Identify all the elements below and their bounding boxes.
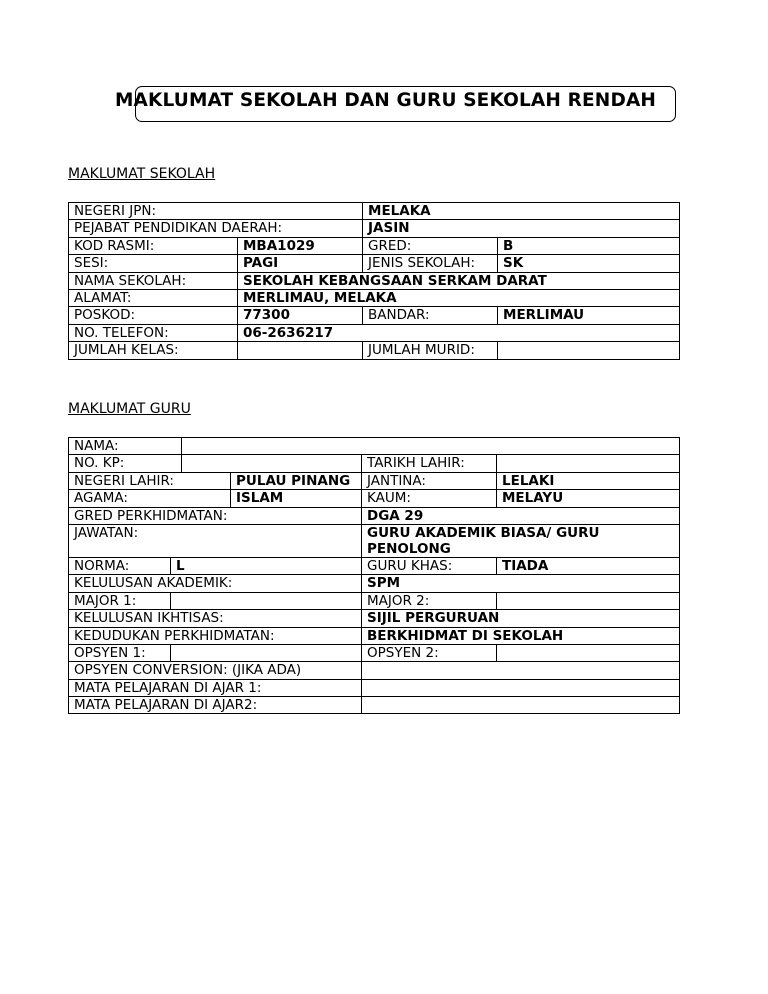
- nama-sekolah-label: NAMA SEKOLAH:: [69, 272, 238, 289]
- kaum-label: KAUM:: [362, 490, 497, 507]
- kelulusan-akademik-value: SPM: [362, 575, 680, 592]
- table-row: [69, 237, 680, 254]
- table-row: [69, 472, 680, 489]
- major-1-value: [171, 592, 362, 609]
- school-section-heading: MAKLUMAT SEKOLAH: [68, 166, 216, 182]
- nama-sekolah-value: SEKOLAH KEBANGSAAN SERKAM DARAT: [238, 272, 680, 289]
- table-row: [69, 592, 680, 609]
- negeri-jpn-value: MELAKA: [363, 203, 680, 220]
- opsyen-2-label: OPSYEN 2:: [362, 644, 497, 661]
- kelulusan-ikhtisas-label: KELULUSAN IKHTISAS:: [69, 610, 362, 627]
- bandar-value: MERLIMAU: [498, 307, 680, 324]
- mata-pelajaran-2-value: [362, 697, 680, 714]
- no-kp-label: NO. KP:: [69, 455, 182, 472]
- major-1-label: MAJOR 1:: [69, 592, 171, 609]
- table-row: [69, 644, 680, 661]
- kedudukan-perkhidmatan-value: BERKHIDMAT DI SEKOLAH: [362, 627, 680, 644]
- opsyen-conversion-value: [362, 662, 680, 679]
- nama-guru-label: NAMA:: [69, 438, 182, 455]
- agama-label: AGAMA:: [69, 490, 231, 507]
- jenis-sekolah-label: JENIS SEKOLAH:: [363, 255, 498, 272]
- tarikh-lahir-value: [497, 455, 680, 472]
- table-row: [69, 255, 680, 272]
- telefon-label: NO. TELEFON:: [69, 324, 238, 341]
- table-row: [69, 455, 680, 472]
- bandar-label: BANDAR:: [363, 307, 498, 324]
- jawatan-value: GURU AKADEMIK BIASA/ GURU PENOLONG: [362, 524, 680, 557]
- table-row: [69, 507, 680, 524]
- negeri-lahir-value: PULAU PINANG: [231, 472, 362, 489]
- jawatan-label: JAWATAN:: [69, 524, 362, 557]
- norma-value: L: [171, 557, 362, 574]
- jantina-label: JANTINA:: [362, 472, 497, 489]
- ppd-value: JASIN: [363, 220, 680, 237]
- table-row: [69, 220, 680, 237]
- norma-label: NORMA:: [69, 557, 171, 574]
- school-info-table: [68, 202, 680, 360]
- table-row: [69, 524, 680, 557]
- table-row: [69, 438, 680, 455]
- gred-perkhidmatan-value: DGA 29: [362, 507, 680, 524]
- alamat-label: ALAMAT:: [69, 289, 238, 306]
- tarikh-lahir-label: TARIKH LAHIR:: [362, 455, 497, 472]
- kod-rasmi-label: KOD RASMI:: [69, 237, 238, 254]
- table-row: [69, 575, 680, 592]
- teacher-info-table: [68, 437, 680, 714]
- table-row: [69, 324, 680, 341]
- opsyen-2-value: [497, 644, 680, 661]
- table-row: [69, 272, 680, 289]
- table-row: [69, 342, 680, 359]
- table-row: [69, 307, 680, 324]
- table-row: [69, 490, 680, 507]
- jenis-sekolah-value: SK: [498, 255, 680, 272]
- jumlah-murid-value: [498, 342, 680, 359]
- table-row: [69, 627, 680, 644]
- ppd-label: PEJABAT PENDIDIKAN DAERAH:: [69, 220, 363, 237]
- mata-pelajaran-1-value: [362, 679, 680, 696]
- table-row: [69, 679, 680, 696]
- jantina-value: LELAKI: [497, 472, 680, 489]
- table-row: [69, 557, 680, 574]
- gred-perkhidmatan-label: GRED PERKHIDMATAN:: [69, 507, 362, 524]
- jumlah-murid-label: JUMLAH MURID:: [363, 342, 498, 359]
- gred-value: B: [498, 237, 680, 254]
- poskod-label: POSKOD:: [69, 307, 238, 324]
- no-kp-value: [182, 455, 362, 472]
- major-2-value: [497, 592, 680, 609]
- table-row: [69, 697, 680, 714]
- jumlah-kelas-value: [238, 342, 363, 359]
- opsyen-1-label: OPSYEN 1:: [69, 644, 171, 661]
- sesi-value: PAGI: [238, 255, 363, 272]
- alamat-value: MERLIMAU, MELAKA: [238, 289, 680, 306]
- negeri-jpn-label: NEGERI JPN:: [69, 203, 363, 220]
- kod-rasmi-value: MBA1029: [238, 237, 363, 254]
- major-2-label: MAJOR 2:: [362, 592, 497, 609]
- agama-value: ISLAM: [231, 490, 362, 507]
- nama-guru-value: [182, 438, 680, 455]
- opsyen-1-value: [171, 644, 362, 661]
- kelulusan-akademik-label: KELULUSAN AKADEMIK:: [69, 575, 362, 592]
- guru-khas-value: TIADA: [497, 557, 680, 574]
- telefon-value: 06-2636217: [238, 324, 680, 341]
- table-row: [69, 610, 680, 627]
- kedudukan-perkhidmatan-label: KEDUDUKAN PERKHIDMATAN:: [69, 627, 362, 644]
- jumlah-kelas-label: JUMLAH KELAS:: [69, 342, 238, 359]
- poskod-value: 77300: [238, 307, 363, 324]
- table-row: [69, 289, 680, 306]
- mata-pelajaran-2-label: MATA PELAJARAN DI AJAR2:: [69, 697, 362, 714]
- teacher-section-heading: MAKLUMAT GURU: [68, 401, 191, 417]
- kaum-value: MELAYU: [497, 490, 680, 507]
- kelulusan-ikhtisas-value: SIJIL PERGURUAN: [362, 610, 680, 627]
- gred-label: GRED:: [363, 237, 498, 254]
- guru-khas-label: GURU KHAS:: [362, 557, 497, 574]
- page-title: MAKLUMAT SEKOLAH DAN GURU SEKOLAH RENDAH: [115, 90, 657, 111]
- sesi-label: SESI:: [69, 255, 238, 272]
- table-row: [69, 203, 680, 220]
- mata-pelajaran-1-label: MATA PELAJARAN DI AJAR 1:: [69, 679, 362, 696]
- negeri-lahir-label: NEGERI LAHIR:: [69, 472, 231, 489]
- opsyen-conversion-label: OPSYEN CONVERSION: (JIKA ADA): [69, 662, 362, 679]
- table-row: [69, 662, 680, 679]
